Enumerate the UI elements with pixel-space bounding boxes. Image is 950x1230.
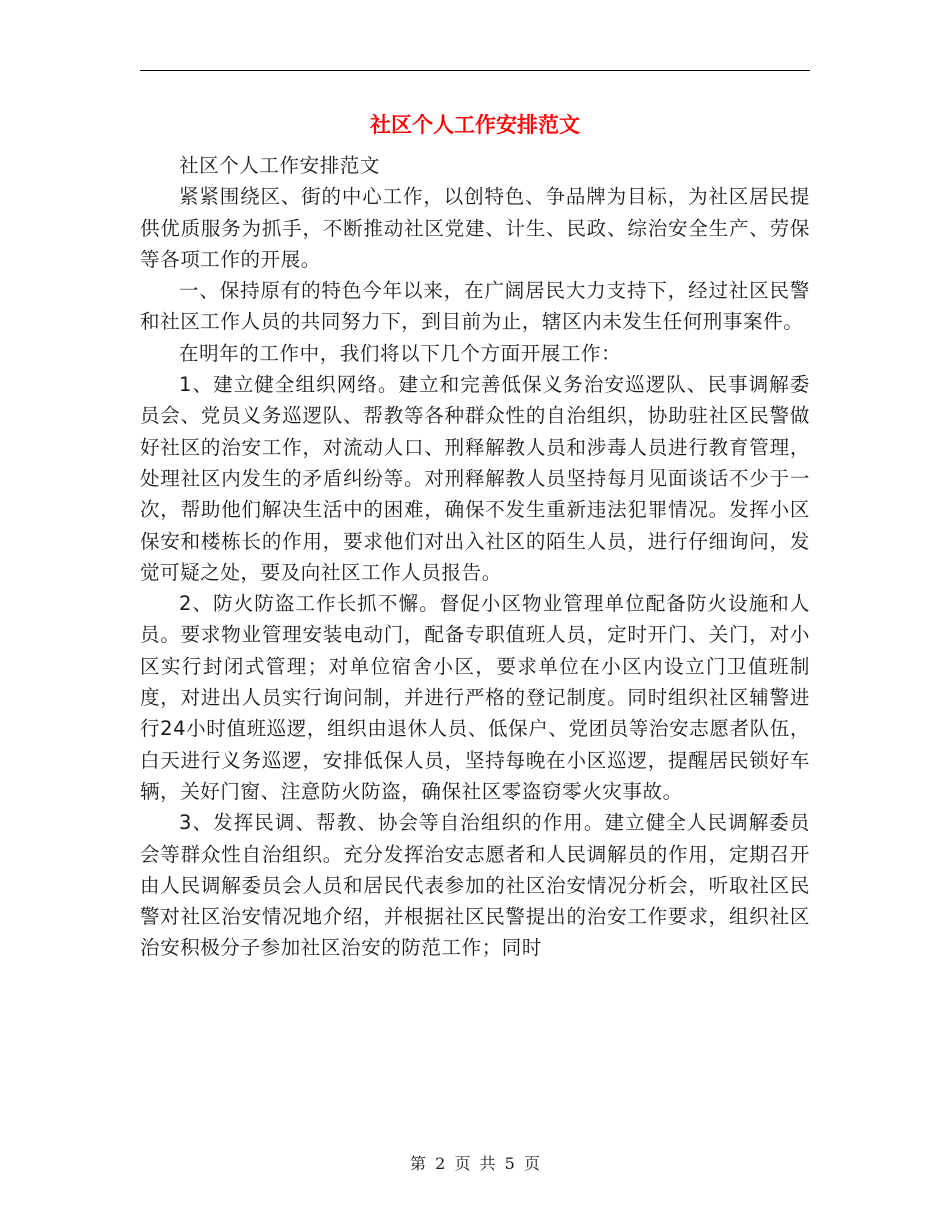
document-title: 社区个人工作安排范文 bbox=[370, 112, 580, 137]
paragraph-intro: 紧紧围绕区、街的中心工作，以创特色、争品牌为目标，为社区居民提供优质服务为抓手，不断推动社区党建、计生、民政、综治安全生产、劳保等各项工作的开展。 bbox=[140, 185, 810, 271]
page-footer bbox=[140, 1152, 810, 1176]
paragraph-section-1: 一、保持原有的特色今年以来，在广阔居民大力支持下，经过社区民警和社区工作人员的共同努力下，到目前为止，辖区内未发生任何刑事案件。 bbox=[140, 279, 810, 334]
footer-total-prefix: 共 bbox=[479, 1154, 496, 1173]
footer-total-pages: 5 bbox=[504, 1154, 515, 1173]
footer-prefix: 第 bbox=[410, 1154, 427, 1173]
paragraph-plan-lead: 在明年的工作中，我们将以下几个方面开展工作： bbox=[179, 341, 622, 365]
footer-suffix: 页 bbox=[523, 1154, 540, 1173]
paragraph-item-3: 3、发挥民调、帮教、协会等自治组织的作用。建立健全人民调解委员会等群众性自治组织。充分发挥治安志愿者和人民调解员的作用，定期召开由人民调解委员会人员和居民代表参加的社区治安情况分析会，听取社区民警对社区治安情况地介绍，并根据社区民警提出的治安工作要求，组织社区治安积极分子参加社区治安的防范工作；同时 bbox=[140, 811, 810, 960]
footer-page-word: 页 bbox=[454, 1154, 471, 1173]
paragraph-subtitle: 社区个人工作安排范文 bbox=[179, 154, 381, 177]
footer-current-page: 2 bbox=[435, 1154, 446, 1173]
header-rule bbox=[140, 70, 810, 71]
paragraph-item-1: 1、建立健全组织网络。建立和完善低保义务治安巡逻队、民事调解委员会、党员义务巡逻队、帮教等各种群众性的自治组织，协助驻社区民警做好社区的治安工作，对流动人口、刑释解教人员和涉毒人员进行教育管理，处理社区内发生的矛盾纠纷等。对刑释解教人员坚持每月见面谈话不少于一次，帮助他们解决生活中的困难，确保不发生重新违法犯罪情况。发挥小区保安和楼栋长的作用，要求他们对出入社区的陌生人员，进行仔细询问，发觉可疑之处，要及向社区工作人员报告。 bbox=[140, 373, 810, 584]
paragraph-item-2: 2、防火防盗工作长抓不懈。督促小区物业管理单位配备防火设施和人员。要求物业管理安装电动门，配备专职值班人员，定时开门、关门，对小区实行封闭式管理；对单位宿舍小区，要求单位在小区内设立门卫值班制度，对进出人员实行询问制，并进行严格的登记制度。同时组织社区辅警进行24小时值班巡逻，组织由退休人员、低保户、党团员等治安志愿者队伍，白天进行义务巡逻，安排低保人员，坚持每晚在小区巡逻，提醒居民锁好车辆，关好门窗、注意防火防盗，确保社区零盗窃零火灾事故。 bbox=[140, 592, 810, 803]
document-body bbox=[140, 150, 810, 964]
